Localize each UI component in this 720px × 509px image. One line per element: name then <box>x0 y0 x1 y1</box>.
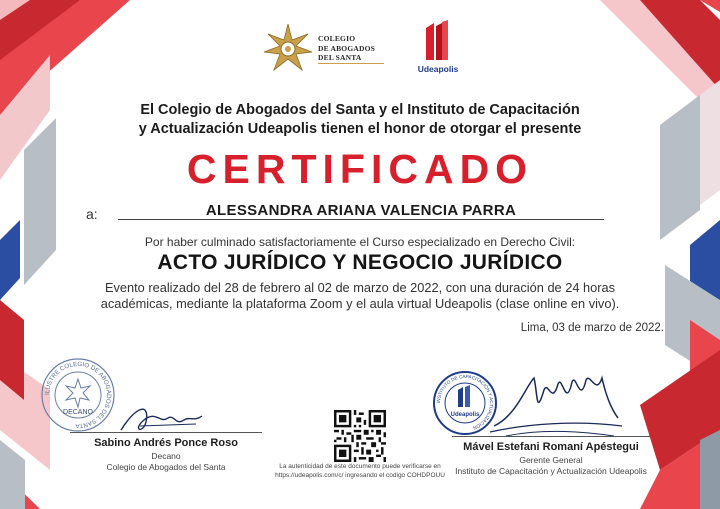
course-name: ACTO JURÍDICO Y NEGOCIO JURÍDICO <box>157 251 563 274</box>
certificate-title: CERTIFICADO <box>186 146 534 192</box>
event-line-2: académicas, mediante la plataforma Zoom y el aula virtual Udeapolis (clase online en vivo). <box>100 296 620 311</box>
star-emblem-icon <box>262 22 314 74</box>
left-seal-center-text: DECANO <box>63 409 93 416</box>
verification-line-2: https://udeapolis.com/c/ ingresando el codigo COHDPOUU <box>275 471 445 479</box>
colegio-seal-icon <box>40 357 116 433</box>
colegio-logo-line: DE ABOGADOS <box>318 43 376 53</box>
qr-code-icon <box>334 410 386 462</box>
logo-divider <box>318 63 384 64</box>
right-signer-role: Gerente General <box>519 455 583 465</box>
verification-note <box>270 463 450 480</box>
colegio-logo-line: DEL SANTA <box>318 53 362 62</box>
right-signer-name: Mável Estefani Romaní Apéstegui <box>463 441 639 453</box>
colegio-logo-text <box>318 34 398 63</box>
colegio-logo-line: COLEGIO <box>318 34 356 43</box>
right-signature-line <box>452 436 650 437</box>
recipient-prefix: a: <box>86 206 98 222</box>
left-seal-ring-text: ILUSTRE COLEGIO DE ABOGADOS DEL SANTA <box>43 360 113 430</box>
intro-heading <box>80 101 640 139</box>
right-signer-org: Instituto de Capacitación y Actualización Udeapolis <box>455 466 647 476</box>
completion-statement: Por haber culminado satisfactoriamente el Curso especializado en Derecho Civil: <box>144 235 576 249</box>
left-signer-org: Colegio de Abogados del Santa <box>106 462 226 472</box>
left-signature-scribble <box>116 396 206 436</box>
right-signature-scribble <box>486 366 626 446</box>
svg-text:ILUSTRE COLEGIO DE ABOGADOS DE <box>44 361 112 429</box>
intro-line-2: y Actualización Udeapolis tienen el honor de otorgar el presente <box>138 121 582 137</box>
udeapolis-logo-icon <box>424 20 450 62</box>
recipient-name: ALESSANDRA ARIANA VALENCIA PARRA <box>205 202 517 219</box>
event-details <box>50 280 670 312</box>
udeapolis-logo-text: Udeapolis <box>417 64 459 74</box>
right-seal-center-text: Udeapolis <box>450 412 480 418</box>
recipient-underline <box>118 219 604 220</box>
left-signer-name: Sabino Andrés Ponce Roso <box>94 437 238 449</box>
event-line-1: Evento realizado del 28 de febrero al 02 de marzo de 2022, con una duración de 24 horas <box>104 280 616 295</box>
place-date: Lima, 03 de marzo de 2022. <box>520 322 664 334</box>
verification-line-1: La autenticidad de este documento puede verificarse en <box>279 463 441 470</box>
intro-line-1: El Colegio de Abogados del Santa y el Instituto de Capacitación <box>140 102 580 118</box>
right-seal-ring-text: INSTITUTO DE CAPACITACIÓN Y ACTUALIZACIÓN <box>435 373 495 431</box>
left-signer-role: Decano <box>151 451 181 461</box>
left-signature-line <box>70 432 262 433</box>
